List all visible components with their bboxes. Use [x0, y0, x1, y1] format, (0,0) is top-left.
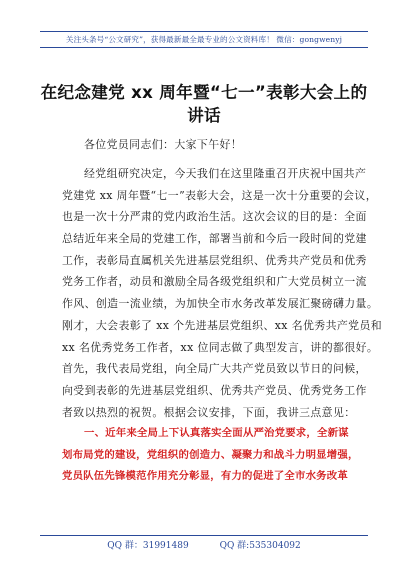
section-line: 一、近年来全局上下认真落实全面从严治党要求，全新谋	[84, 427, 349, 439]
greeting: 各位党员同志们：大家下午好！	[84, 138, 243, 151]
footer-qq-group-2: QQ 群:535304092	[219, 541, 301, 551]
paragraph-line: 党建党 xx 周年暨“七一”表彰大会，这是一次十分重要的会议，	[62, 188, 378, 202]
section-line: 党员队伍先锋模范作用充分彰显，有力的促进了全市水务改革	[62, 470, 348, 483]
footer-rule	[40, 535, 368, 536]
section-line: 划布局党的建设，党组织的创造力、凝聚力和战斗力明显增强，	[62, 448, 359, 461]
paragraph-line: 者致以热烈的祝贺。根据会议安排，下面，我讲三点意见：	[62, 405, 356, 419]
paragraph-line: 作风、创造一流业绩，为加快全市水务改革发展汇聚磅礴力量。	[62, 297, 379, 311]
paragraph-line: 工作，表彰局直属机关先进基层党组织、优秀共产党员和优秀	[62, 253, 367, 267]
document-title-line1: 在纪念建党 xx 周年暨“七一”表彰大会上的	[40, 83, 368, 102]
header-top-rule	[40, 31, 368, 32]
paragraph-line: 刚才，大会表彰了 xx 个先进基层党组织、xx 名优秀共产党员和	[62, 318, 383, 332]
header-banner: 关注头条号“公文研究”，获得最新最全最专业的公文资料库！ 微信：gongwenyj	[65, 35, 343, 44]
paragraph-line: 向受到表彰的先进基层党组织、优秀共产党员、优秀党务工作	[62, 383, 367, 397]
paragraph-line: 总结近年来全局的党建工作，部署当前和今后一段时间的党建	[62, 232, 367, 246]
document-title-line2: 讲话	[187, 106, 221, 125]
footer-qq-group-1: QQ 群：31991489	[107, 541, 189, 551]
paragraph-line: 经党组研究决定，今天我们在这里隆重召开庆祝中国共产	[84, 167, 367, 180]
paragraph-line: xx 名优秀党务工作者，xx 位同志做了典型发言，讲的都很好。	[62, 340, 379, 354]
footer	[0, 538, 408, 551]
section-heading-red	[62, 423, 359, 488]
paragraph-line: 党务工作者，动员和激励全局各级党组织和广大党员树立一流	[62, 275, 367, 289]
paragraph-body	[62, 163, 383, 423]
paragraph-line: 首先，我代表局党组，向全局广大共产党员致以节日的问候，	[62, 362, 367, 376]
paragraph-line: 也是一次十分严肃的党内政治生活。这次会议的目的是：全面	[62, 210, 367, 224]
header-bottom-rule	[40, 47, 368, 48]
